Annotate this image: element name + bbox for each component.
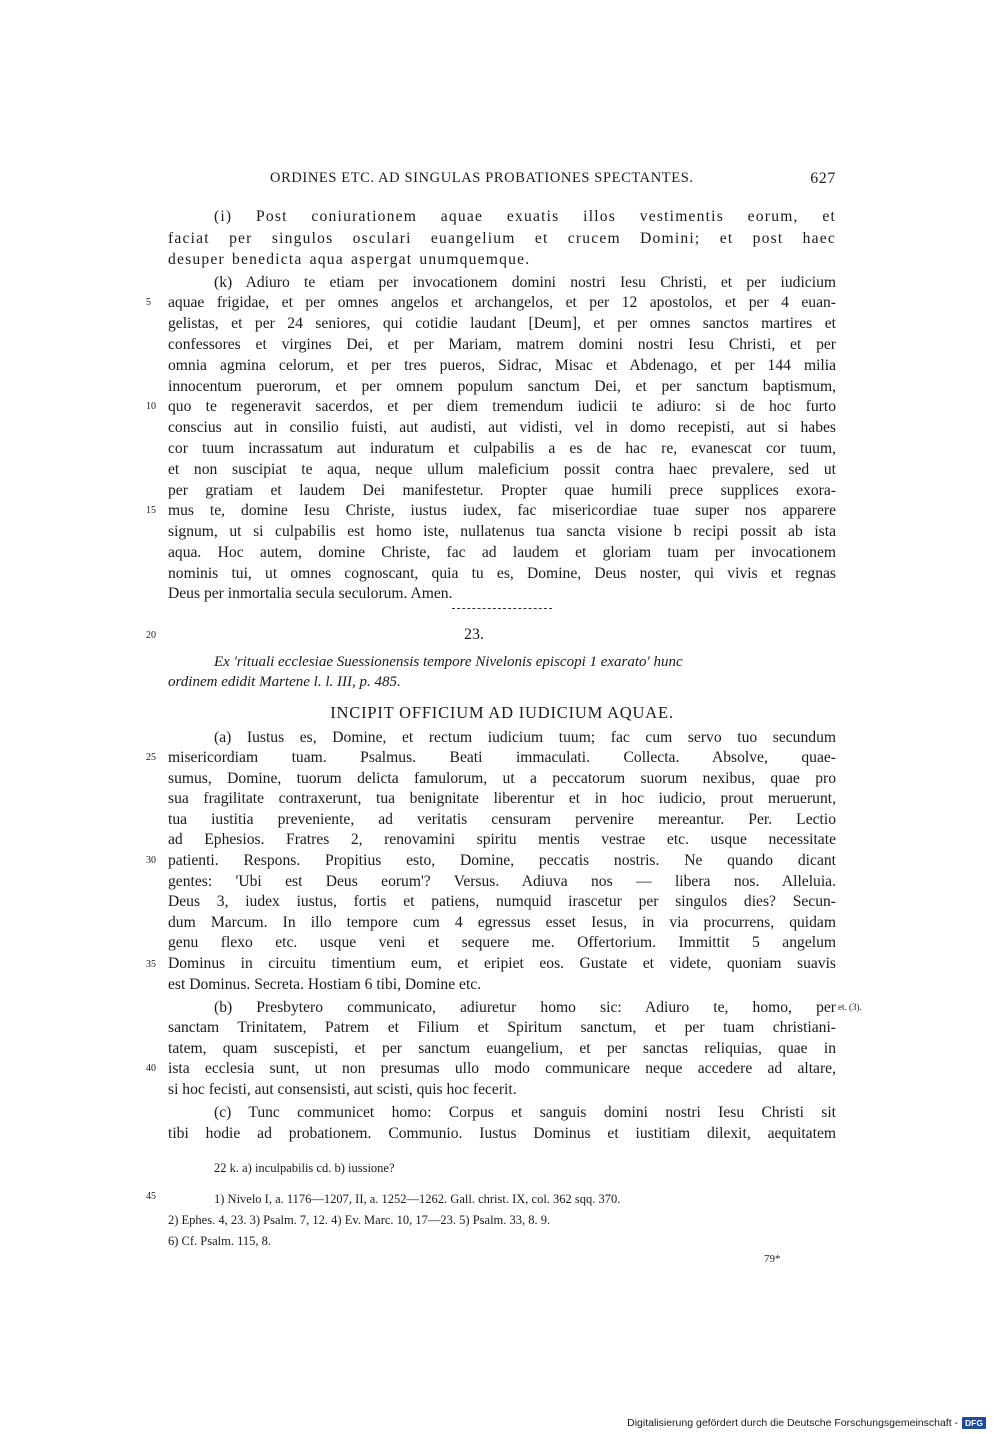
line-number: 10: [146, 401, 156, 412]
block3-line: ad Ephesios. Fratres 2, renovamini spiritu mentis vestrae etc. usque necessitate: [168, 831, 836, 848]
printer-signature: 79*: [764, 1253, 781, 1265]
block3-line: gentes: 'Ubi est Deus eorum'? Versus. Adiuva nos — libera nos. Alleluia.: [168, 873, 836, 890]
block1-line: desuper benedicta aqua aspergat unumquemque.: [168, 251, 531, 268]
line-number: 5: [146, 297, 151, 308]
block4-line: si hoc fecisti, aut consensisti, aut scisti, quis hoc fecerit.: [168, 1081, 517, 1098]
block1-line: faciat per singulos osculari euangelium et crucem Domini; et post haec: [168, 230, 836, 247]
block3-line: dum Marcum. In illo tempore cum 4 egressus esset Iesus, in via procurrens, quidam: [168, 914, 836, 931]
block5-line: (c) Tunc communicet homo: Corpus et sanguis domini nostri Iesu Christi sit: [214, 1104, 836, 1121]
line-number: 25: [146, 752, 156, 763]
page-number: 627: [810, 170, 836, 187]
block2-line: per gratiam et laudem Dei manifestetur. Propter quae humili prece supplices exora-: [168, 482, 836, 499]
header-title: ORDINES ETC. AD SINGULAS PROBATIONES SPECTANTES.: [270, 170, 694, 186]
footnote: 1) Nivelo I, a. 1176—1207, II, a. 1252—1262. Gall. christ. IX, col. 362 sqq. 370.: [214, 1192, 621, 1206]
section-divider: [452, 608, 552, 609]
block3-line: tua iustitia preveniente, ad veritatis censuram pervenire mereantur. Per. Lectio: [168, 811, 836, 828]
block4-line: sanctam Trinitatem, Patrem et Filium et Spiritum sanctum, et per tuam christiani-: [168, 1019, 836, 1036]
block2-line: et non suscipiat te aqua, neque ullum maleficium possit contra haec prevalere, sed ut: [168, 461, 836, 478]
block1-line: (i) Post coniurationem aquae exuatis illos vestimentis eorum, et: [214, 208, 836, 225]
block3-line: genu flexo etc. usque veni et sequere me. Offertorium. Immittit 5 angelum: [168, 934, 836, 951]
block2-line: signum, ut si culpabilis est homo iste, nullatenus tua sancta visione b recipi possit ab ista: [168, 523, 836, 540]
block2-line: gelistas, et per 24 seniores, qui cotidie laudant [Deum], et per omnes sanctos martires et: [168, 315, 836, 332]
block3-line: (a) Iustus es, Domine, et rectum iudicium tuum; fac cum servo tuo secundum: [214, 729, 836, 746]
block3-line: sumus, Domine, tuorum delicta famulorum, ut a peccatorum suorum nexibus, quae pro: [168, 770, 836, 787]
footer-credit: [627, 1417, 986, 1429]
line-number: 35: [146, 959, 156, 970]
block4-line: (b) Presbytero communicato, adiuretur homo sic: Adiuro te, homo, per: [214, 999, 836, 1016]
block3-line: sua fragilitate contraxerunt, tua benignitate liberentur et in hoc iudicio, prout meruerunt,: [168, 790, 836, 807]
footnote: 2) Ephes. 4, 23. 3) Psalm. 7, 12. 4) Ev. Marc. 10, 17—23. 5) Psalm. 33, 8. 9.: [168, 1213, 551, 1227]
document-number: 23.: [464, 626, 484, 643]
block2-line: innocentum puerorum, et per omnem populum sanctum Dei, et per sanctum baptismum,: [168, 378, 836, 395]
dfg-logo-icon: DFG: [962, 1417, 986, 1429]
block3-line: Deus 3, iudex iustus, fortis et patiens, numquid irascetur per singulos dies? Secun-: [168, 893, 836, 910]
block2-line: cor tuum incrassatum aut induratum et culpabilis a es de hac re, evanescat cor tuum,: [168, 440, 836, 457]
block2-line: Deus per inmortalia secula seculorum. Amen.: [168, 585, 453, 602]
intro-line: Ex 'rituali ecclesiae Suessionensis tempore Nivelonis episcopi 1 exarato' hunc: [214, 654, 683, 670]
block2-line: aqua. Hoc autem, domine Christe, fac ad laudem et gloriam tuam per invocationem: [168, 544, 836, 561]
block2-line: omnia agmina celorum, et per tres pueros, Sidrac, Misac et Abdenago, et per 144 milia: [168, 357, 836, 374]
line-number: 15: [146, 505, 156, 516]
block2-line: confessores et virgines Dei, et per Mariam, matrem domini nostri Iesu Christi, et per: [168, 336, 836, 353]
line-number: 45: [146, 1191, 156, 1202]
block4-line: ista ecclesia sunt, ut non presumas ullo modo communicare neque accedere ad altare,: [168, 1060, 836, 1077]
line-number: 40: [146, 1063, 156, 1074]
block4-line: tatem, quam suscepisti, et per sanctum euangelium, et per sanctas reliquias, quae in: [168, 1040, 836, 1057]
block2-line: nominis tui, ut omnes cognoscant, quia tu es, Domine, Deus noster, qui vivis et regnas: [168, 565, 836, 582]
block5-line: tibi hodie ad probationem. Communio. Iustus Dominus et iustitiam dilexit, aequitatem: [168, 1125, 836, 1142]
block3-line: misericordiam tuam. Psalmus. Beati immaculati. Collecta. Absolve, quae-: [168, 749, 836, 766]
margin-note: et. (3).: [838, 1002, 862, 1012]
block2-line: mus te, domine Iesu Christe, iustus iudex, fac misericordiae tuae super nos apparere: [168, 502, 836, 519]
intro-line: ordinem edidit Martene l. l. III, p. 485.: [168, 674, 401, 690]
variant-note: 22 k. a) inculpabilis cd. b) iussione?: [214, 1161, 395, 1175]
block3-line: est Dominus. Secreta. Hostiam 6 tibi, Domine etc.: [168, 976, 482, 993]
footer-text: Digitalisierung gefördert durch die Deutsche Forschungsgemeinschaft -: [627, 1417, 959, 1429]
block2-line: (k) Adiuro te etiam per invocationem domini nostri Iesu Christi, et per iudicium: [214, 274, 836, 291]
line-number: 20: [146, 630, 156, 641]
block3-line: patienti. Respons. Propitius esto, Domine, peccatis nostris. Ne quando dicant: [168, 852, 836, 869]
block2-line: aquae frigidae, et per omnes angelos et archangelos, et per 12 apostolos, et per 4 euan-: [168, 294, 836, 311]
line-number: 30: [146, 855, 156, 866]
section-heading: INCIPIT OFFICIUM AD IUDICIUM AQUAE.: [330, 703, 674, 722]
block2-line: conscius aut in consilio fuisti, aut audisti, aut vidisti, vel in domo recepisti, aut si habes: [168, 419, 836, 436]
block2-line: quo te regeneravit sacerdos, et per diem tremendum iudicii te adiuro: si de hoc furto: [168, 398, 836, 415]
footnote: 6) Cf. Psalm. 115, 8.: [168, 1234, 272, 1248]
block3-line: Dominus in circuitu timentium eum, et eripiet eos. Gustate et videte, quoniam suavis: [168, 955, 836, 972]
